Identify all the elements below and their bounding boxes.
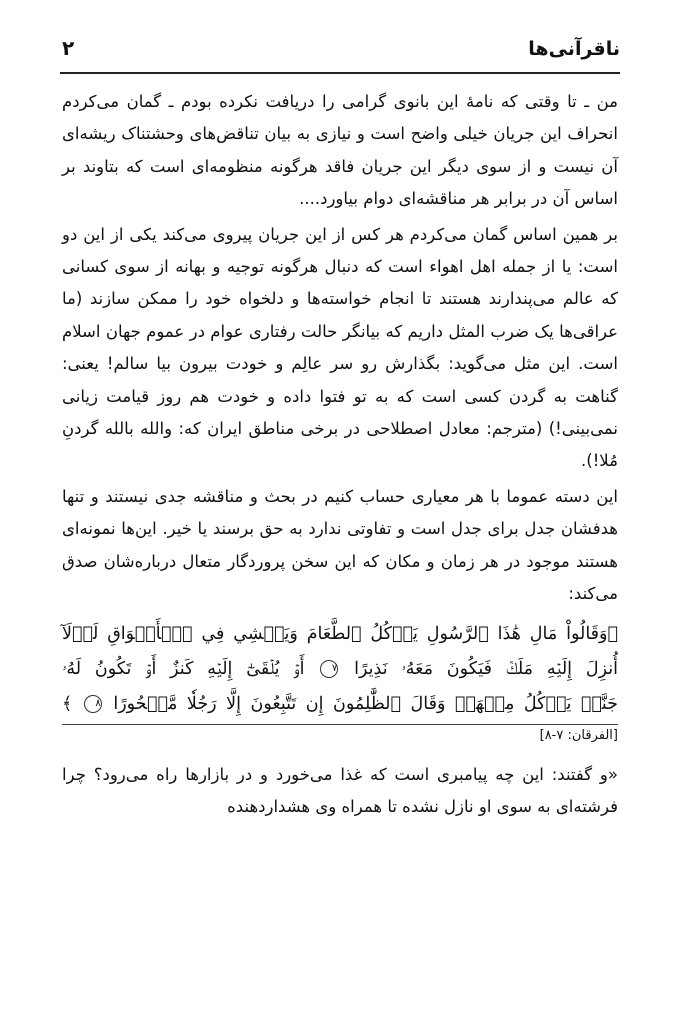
page-header (60, 34, 620, 68)
quran-closing-bracket: ﴾ (62, 693, 73, 714)
header-rule (60, 72, 620, 74)
verse-reference-text: [الفرقان: ۷-۸] (539, 727, 618, 743)
paragraph-3: این دسته عموما با هر معیاری حساب کنیم در بحث و مناقشه جدی نیستند و تنها هدفشان جدل برای جدل است و تفاوتی ندارد به حق برسند یا خیر. این‌ها نمونه‌ای هستند موجود در هر زمان و مکان که این سخن پروردگار متعال درباره‌شان صدق می‌کند: (62, 486, 618, 604)
paragraph-2: بر همین اساس گمان می‌کردم هر کس از این جریان پیروی می‌کند یکی از این دو است: یا از جمله اهل اهواء است که دنبال هرگونه توجیه و بهانه از سوی کسانی که عالم می‌پندارند هستند تا انجام خواسته‌ها و دلخواه خود را ممکن سازند (ما عراقی‌ها یک ضرب المثل داریم که بیانگر حالت رفتاری عوام در عموم جهان اسلام است. این مثل می‌گوید: بگذارش رو سر عالِم و خودت بیرون بیا سالم! یعنی: گناهت به گردن کسی است که به تو فتوا داده و خودت هم روز قیامت زیانی نمی‌بینی!) (مترجم: معادل اصطلاحی در برخی مناطق ایران که: والله بالله گردنِ مُلا!). (62, 224, 618, 471)
page-number: ۲ (62, 36, 75, 60)
ayah-number-8: ٨ (84, 695, 102, 713)
running-title: ناقرآنی‌ها (528, 38, 620, 60)
translation-paragraph: «و گفتند: این چه پیامبری است که غذا می‌خورد و در بازارها راه می‌رود؟ چرا فرشته‌ای به سوی او نازل نشده تا همراه وی هشداردهنده (62, 764, 618, 816)
quran-line-1: ﴿وَقَالُواْ مَالِ هَٰذَا ٱلرَّسُولِ يَأۡكُلُ ٱلطَّعَامَ وَيَمۡشِي فِي ٱلۡأَسۡوَاقِ لَوۡلَآ (62, 623, 618, 644)
quran-line-2-part-a: أُنزِلَ إِلَيۡهِ مَلَكٞ فَيَكُونَ مَعَهُۥ نَذِيرًا (354, 658, 618, 679)
body-text (62, 86, 618, 826)
quran-line-2 (62, 652, 618, 687)
reference-rule (62, 724, 618, 725)
quran-verse (62, 617, 618, 722)
paragraph-1: من ـ تا وقتی که نامۀ این بانوی گرامی را دریافت نکرده بودم ـ گمان می‌کردم انحراف این جریان خیلی واضح است و نیازی به بیان تناقض‌های وحشتناک ریشه‌ای آن نیست و از سوی دیگر این جریان فاقد هرگونه منظومه‌ای است که بتاوند بر اساس آن در برابر هر مناقشه‌ای دوام بیاورد.... (62, 92, 618, 209)
ayah-number-7: ٧ (320, 660, 338, 678)
quran-line-2-part-b: أَوۡ يُلۡقَىٰٓ إِلَيۡهِ كَنزٌ أَوۡ تَكُونُ لَهُۥ (62, 658, 305, 679)
quran-line-3 (62, 687, 618, 722)
quran-line-3-part-a: جَنَّةٞ يَأۡكُلُ مِنۡهَاۚ وَقَالَ ٱلظَّٰلِمُونَ إِن تَتَّبِعُونَ إِلَّا رَجُلٗا مَّسۡحُورًا (113, 693, 618, 714)
verse-reference (62, 724, 618, 747)
